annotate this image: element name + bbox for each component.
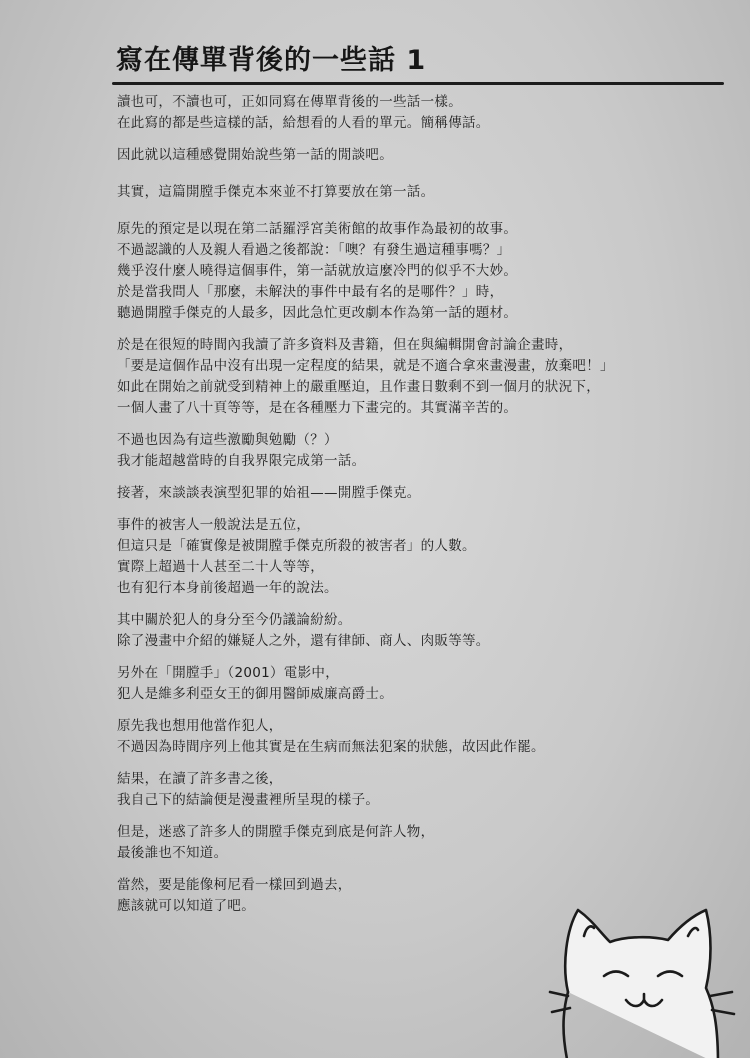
text-line: 讀也可，不讀也可，正如同寫在傳單背後的一些話一樣。	[117, 94, 462, 110]
text-line: 犯人是維多利亞女王的御用醫師威廉高爵士。	[117, 686, 393, 702]
text-line: 如此在開始之前就受到精神上的嚴重壓迫，且作畫日數剩不到一個月的狀況下，	[117, 379, 600, 395]
title-underline	[112, 82, 724, 85]
text-line: 當然，要是能像柯尼看一樣回到過去，	[117, 877, 352, 893]
text-line: 事件的被害人一般說法是五位，	[117, 517, 311, 533]
text-line: 除了漫畫中介紹的嫌疑人之外，還有律師、商人、肉販等等。	[117, 633, 490, 649]
text-line: 不過因為時間序列上他其實是在生病而無法犯案的狀態，故因此作罷。	[117, 739, 545, 755]
paragraph	[117, 822, 677, 864]
text-line: 原先我也想用他當作犯人，	[117, 718, 283, 734]
paragraph	[117, 769, 677, 811]
text-line: 因此就以這種感覺開始說些第一話的閒談吧。	[117, 147, 393, 163]
text-line: 另外在「開膛手」（2001）電影中，	[117, 665, 340, 681]
text-line: 接著，來談談表演型犯罪的始祖——開膛手傑克。	[117, 485, 421, 501]
text-line: 應該就可以知道了吧。	[117, 898, 255, 914]
paragraph	[117, 515, 677, 599]
text-line: 也有犯行本身前後超過一年的說法。	[117, 580, 338, 596]
text-line: 其實，這篇開膛手傑克本來並不打算要放在第一話。	[117, 184, 435, 200]
text-line: 但是，迷惑了許多人的開膛手傑克到底是何許人物，	[117, 824, 435, 840]
text-line: 結果，在讀了許多書之後，	[117, 771, 283, 787]
paragraph	[117, 483, 677, 504]
text-line: 幾乎沒什麼人曉得這個事件，第一話就放這麼冷門的似乎不大妙。	[117, 263, 518, 279]
paragraph	[117, 430, 677, 472]
text-line: 於是在很短的時間內我讀了許多資料及書籍，但在與編輯開會討論企畫時，	[117, 337, 573, 353]
text-line: 其中關於犯人的身分至今仍議論紛紛。	[117, 612, 352, 628]
text-line: 聽過開膛手傑克的人最多，因此急忙更改劇本作為第一話的題材。	[117, 305, 518, 321]
paragraph	[117, 92, 677, 134]
text-line: 於是當我問人「那麼，未解決的事件中最有名的是哪件？」時，	[117, 284, 504, 300]
afterword-body	[117, 92, 677, 928]
text-line: 但這只是「確實像是被開膛手傑克所殺的被害者」的人數。	[117, 538, 476, 554]
paragraph	[117, 335, 677, 419]
paragraph	[117, 182, 677, 203]
paragraph	[117, 610, 677, 652]
text-line: 我才能超越當時的自我界限完成第一話。	[117, 453, 366, 469]
text-line: 最後誰也不知道。	[117, 845, 228, 861]
paragraph	[117, 219, 677, 324]
text-line: 一個人畫了八十頁等等，是在各種壓力下畫完的。其實滿辛苦的。	[117, 400, 518, 416]
cat-face-doodle-icon	[548, 896, 738, 1058]
text-line: 實際上超過十人甚至二十人等等，	[117, 559, 324, 575]
text-line: 不過也因為有這些激勵與勉勵（？）	[117, 432, 338, 448]
text-line: 「要是這個作品中沒有出現一定程度的結果，就是不適合拿來畫漫畫，放棄吧！」	[117, 358, 614, 374]
text-line: 不過認識的人及親人看過之後都說：「噢？有發生過這種事嗎？」	[117, 242, 511, 258]
paragraph	[117, 145, 677, 166]
page-title: 寫在傳單背後的一些話 1	[116, 45, 427, 76]
text-line: 我自己下的結論便是漫畫裡所呈現的樣子。	[117, 792, 380, 808]
text-line: 在此寫的都是些這樣的話，給想看的人看的單元。簡稱傳話。	[117, 115, 490, 131]
paragraph	[117, 716, 677, 758]
text-line: 原先的預定是以現在第二話羅浮宮美術館的故事作為最初的故事。	[117, 221, 518, 237]
paragraph	[117, 663, 677, 705]
